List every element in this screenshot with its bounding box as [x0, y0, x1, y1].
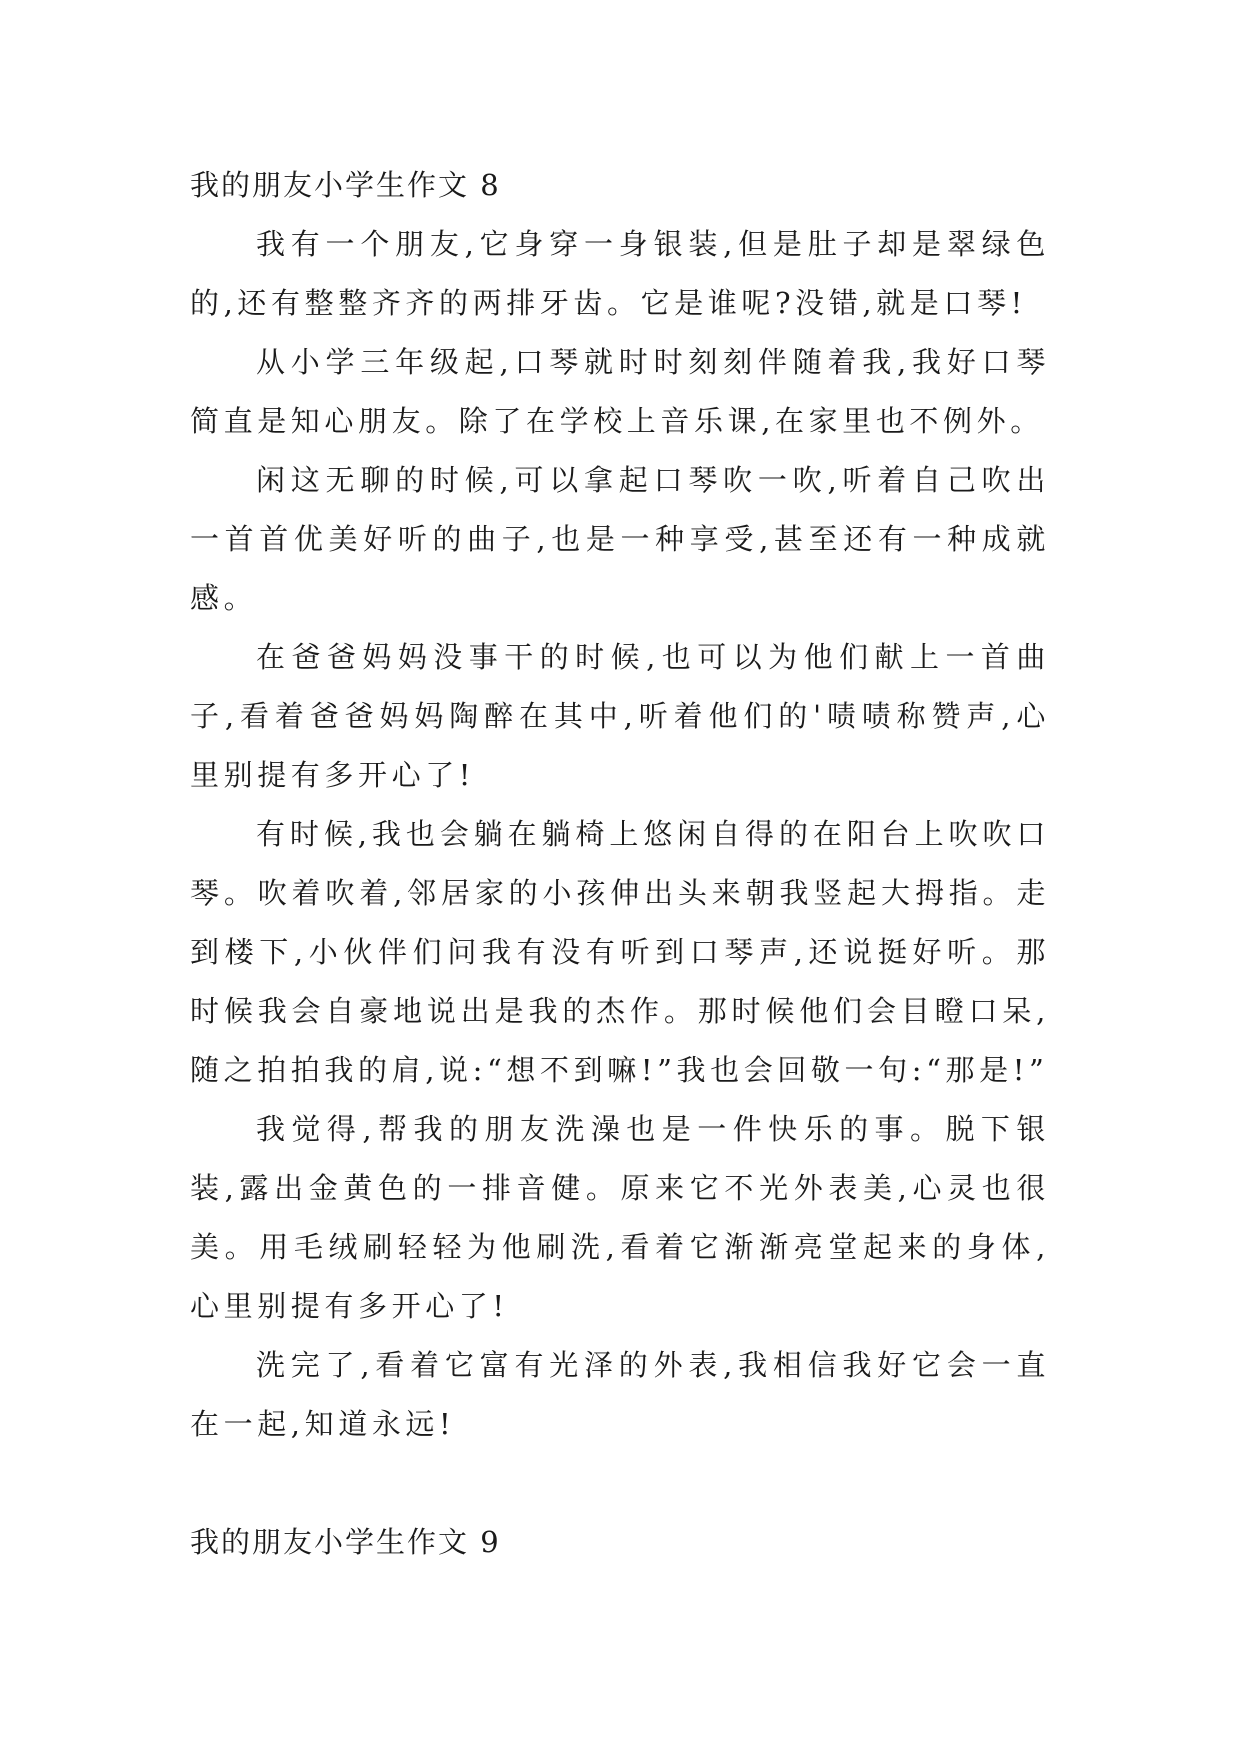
paragraph-4: 在爸爸妈妈没事干的时候,也可以为他们献上一首曲子,看着爸爸妈妈陶醉在其中,听着他们的'啧啧称赞声,心里别提有多开心了! [190, 640, 1050, 792]
essay-title-9: 我的朋友小学生作文 9 [190, 1525, 501, 1559]
paragraph-3: 闲这无聊的时候,可以拿起口琴吹一吹,听着自己吹出一首首优美好听的曲子,也是一种享受,甚至还有一种成就感。 [190, 463, 1050, 615]
paragraph-5: 有时候,我也会躺在躺椅上悠闲自得的在阳台上吹吹口琴。吹着吹着,邻居家的小孩伸出头来朝我竖起大拇指。走到楼下,小伙伴们问我有没有听到口琴声,还说挺好听。那时候我会自豪地说出是我的杰作。那时候他们会目瞪口呆,随之拍拍我的肩,说:“想不到嘛!”我也会回敬一句:“那是!” [190, 817, 1050, 1087]
paragraph-1: 我有一个朋友,它身穿一身银装,但是肚子却是翠绿色的,还有整整齐齐的两排牙齿。它是谁呢?没错,就是口琴! [190, 227, 1050, 320]
paragraph-7: 洗完了,看着它富有光泽的外表,我相信我好它会一直在一起,知道永远! [190, 1348, 1050, 1441]
section-gap [190, 1454, 1050, 1513]
paragraph-2: 从小学三年级起,口琴就时时刻刻伴随着我,我好口琴简直是知心朋友。除了在学校上音乐课,在家里也不例外。 [190, 345, 1050, 438]
essay-title-8: 我的朋友小学生作文 8 [190, 168, 501, 202]
document-content [190, 156, 1050, 1572]
paragraph-6: 我觉得,帮我的朋友洗澡也是一件快乐的事。脱下银装,露出金黄色的一排音健。原来它不光外表美,心灵也很美。用毛绒刷轻轻为他刷洗,看着它渐渐亮堂起来的身体,心里别提有多开心了! [190, 1112, 1050, 1323]
